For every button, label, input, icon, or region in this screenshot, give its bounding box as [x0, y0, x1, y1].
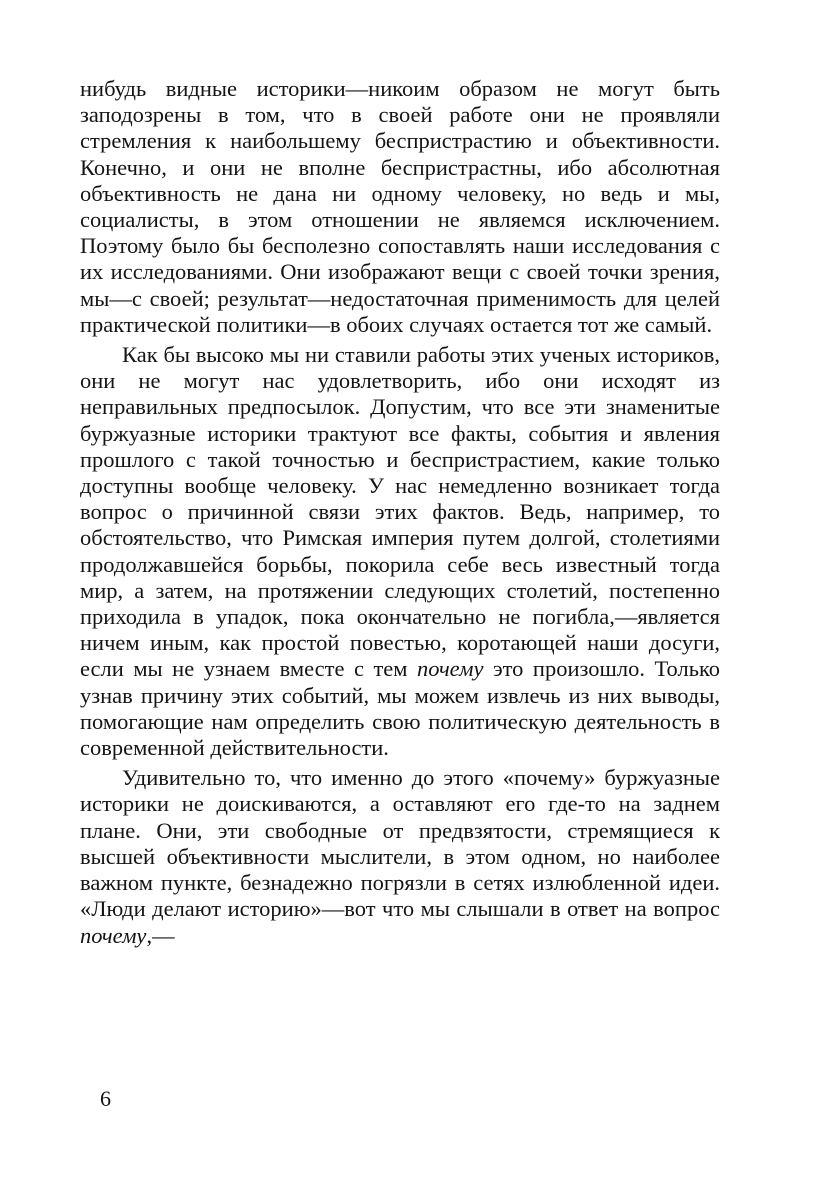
page-number: 6: [100, 1086, 111, 1111]
paragraph-1: [80, 76, 720, 338]
paragraph-3-italic-word: почему: [80, 922, 147, 948]
paragraph-3-text-a: Удивительно то, что именно до этого «почему» буржуазные историки не доискиваются, а оставляют его где-то на заднем плане. Они, эти свободные от предвзятости, стремящиеся к высшей объективности мыслители, в этом одном, но наиболее важном пункте, безнадежно погрязли в сетях излюбленной идеи. «Люди делают историю»—вот что мы слышали в ответ на вопрос: [80, 765, 720, 922]
paragraph-1-text: нибудь видные историки—никоим образом не могут быть заподозрены в том, что в своей работе они не проявляли стремления к наибольшему беспристрастию и объективности. Конечно, и они не вполне беспристрастны, ибо абсолютная объективность не дана ни одному человеку, но ведь и мы, социалисты, в этом отношении не являемся исключением. Поэтому было бы бесполезно сопоставлять наши исследования с их исследованиями. Они изображают вещи с своей точки зрения, мы—с своей; результат—недостаточная применимость для целей практической политики—в обоих случаях остается тот же самый.: [80, 76, 720, 337]
paragraph-2-text-a: Как бы высоко мы ни ставили работы этих ученых историков, они не могут нас удовлетворить, ибо они исходят из неправильных предпосылок. Допустим, что все эти знаменитые буржуазные историки трактуют все факты, события и явления прошлого с такой точностью и беспристрастием, какие только доступны вообще человеку. У нас немедленно возникает тогда вопрос о причинной связи этих фактов. Ведь, например, то обстоятельство, что Римская империя путем долгой, столетиями продолжавшейся борьбы, покорила себе весь известный тогда мир, а затем, на протяжении следующих столетий, постепенно приходила в упадок, пока окончательно не погибла,—является ничем иным, как простой повестью, коротающей наши досуги, если мы не узнаем вместе с тем: [80, 342, 720, 682]
paragraph-2-text-b: это произошло. Только узнав причину этих событий, мы можем извлечь из них выводы, помогающие нам определить свою политическую деятельность в современной действительности.: [80, 656, 720, 761]
paragraph-3-text-b: ,—: [146, 922, 175, 948]
paragraph-2: [80, 342, 720, 761]
page-body: [80, 76, 720, 949]
paragraph-2-italic-word: почему: [417, 656, 484, 682]
paragraph-3: [80, 765, 720, 948]
